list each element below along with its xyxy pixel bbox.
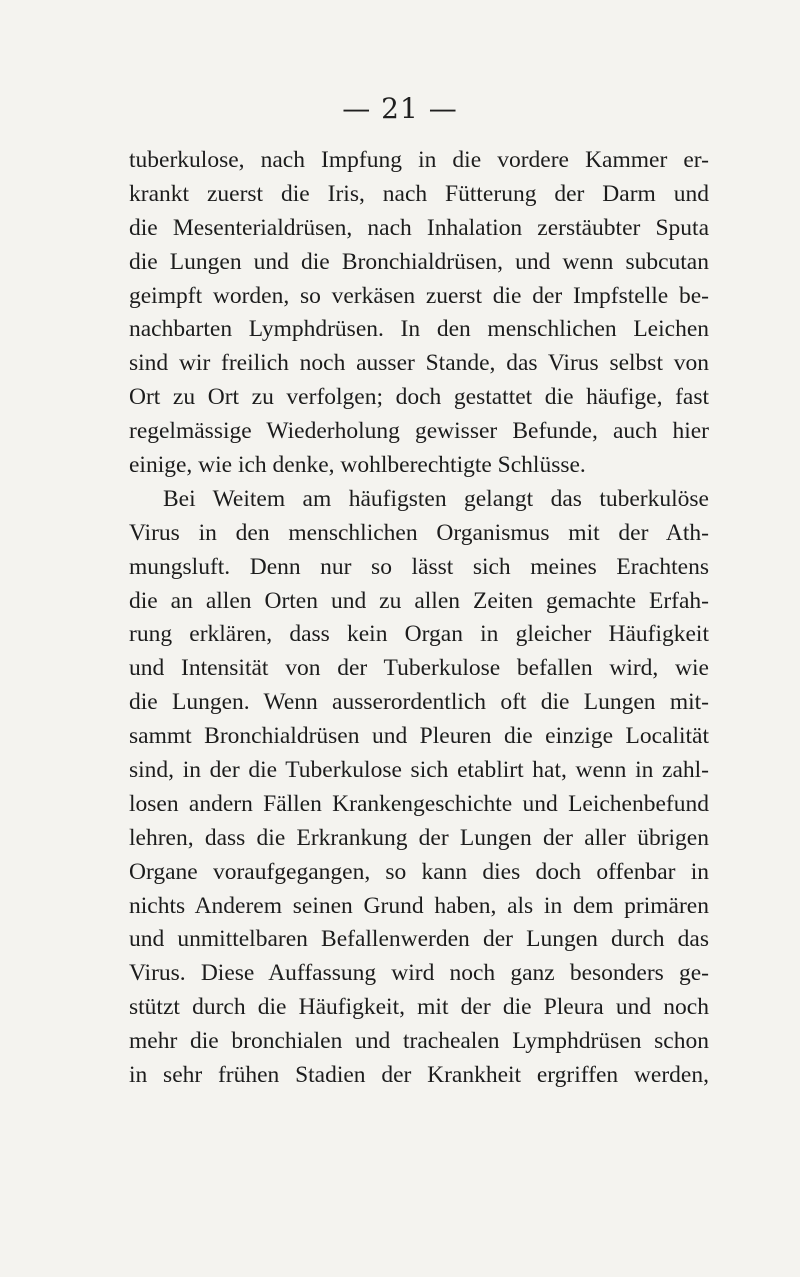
text-line: die Lungen und die Bronchialdrüsen, und wenn subcutan	[129, 248, 709, 275]
text-line: mungsluft. Denn nur so lässt sich meines Erachtens	[129, 553, 709, 580]
text-line: tuberkulose, nach Impfung in die vordere Kammer er-	[129, 147, 709, 173]
text-line: lehren, dass die Erkrankung der Lungen der aller übrigen	[129, 824, 709, 851]
text-line: geimpft worden, so verkäsen zuerst die der Impfstelle be-	[129, 282, 709, 309]
text-line: rung erklären, dass kein Organ in gleicher Häufigkeit	[129, 621, 709, 648]
text-line: nachbarten Lymphdrüsen. In den menschlichen Leichen	[129, 316, 709, 343]
text-line: regelmässige Wiederholung gewisser Befunde, auch hier	[129, 418, 709, 445]
page-number: — 21 —	[342, 92, 458, 125]
text-line: in sehr frühen Stadien der Krankheit ergriffen werden,	[129, 1062, 709, 1089]
text-line: und Intensität von der Tuberkulose befallen wird, wie	[129, 655, 709, 682]
text-line: Organe voraufgegangen, so kann dies doch offenbar in	[129, 858, 709, 885]
text-line: Virus in den menschlichen Organismus mit der Ath-	[129, 519, 709, 546]
text-line: krankt zuerst die Iris, nach Fütterung der Darm und	[129, 180, 709, 207]
text-line: und unmittelbaren Befallenwerden der Lungen durch das	[129, 926, 709, 953]
text-line: Ort zu Ort zu verfolgen; doch gestattet die häufige, fast	[129, 384, 709, 411]
text-line: losen andern Fällen Krankengeschichte und Leichenbefund	[129, 790, 709, 817]
body-text	[129, 144, 709, 1093]
text-line: sind wir freilich noch ausser Stande, das Virus selbst von	[129, 350, 709, 377]
text-line: die Mesenterialdrüsen, nach Inhalation zerstäubter Sputa	[129, 214, 709, 241]
text-line: die Lungen. Wenn ausserordentlich oft die Lungen mit-	[129, 689, 709, 716]
text-line: Bei Weitem am häufigsten gelangt das tuberkulöse	[163, 485, 709, 512]
text-line: sammt Bronchialdrüsen und Pleuren die einzige Localität	[129, 723, 709, 750]
text-line: nichts Anderem seinen Grund haben, als in dem primären	[129, 892, 709, 919]
text-line: sind, in der die Tuberkulose sich etablirt hat, wenn in zahl-	[129, 757, 709, 784]
text-line: Virus. Diese Auffassung wird noch ganz besonders ge-	[129, 960, 709, 987]
text-line: stützt durch die Häufigkeit, mit der die Pleura und noch	[129, 994, 709, 1021]
text-line: die an allen Orten und zu allen Zeiten gemachte Erfah-	[129, 587, 709, 614]
text-line: einige, wie ich denke, wohlberechtigte Schlüsse.	[129, 452, 586, 479]
text-line: mehr die bronchialen und trachealen Lymphdrüsen schon	[129, 1028, 709, 1055]
